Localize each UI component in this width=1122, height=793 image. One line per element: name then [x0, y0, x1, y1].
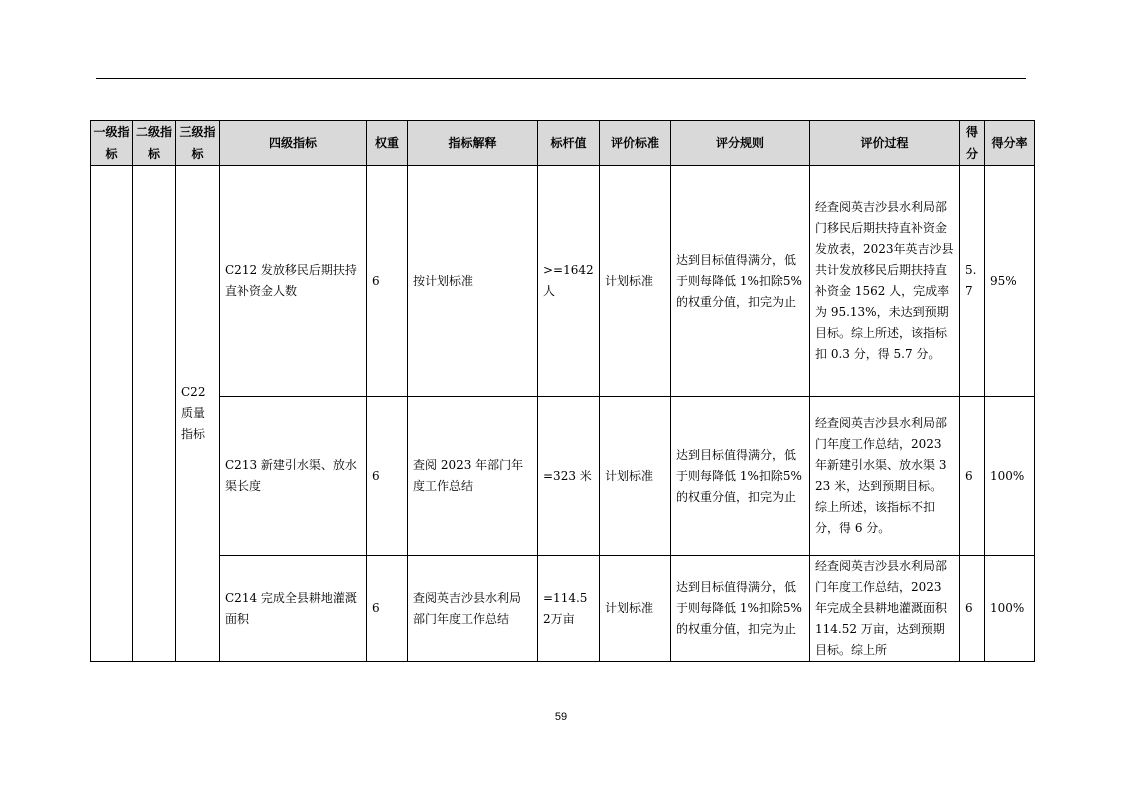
- benchmark-cell: =114.52万亩: [538, 556, 600, 662]
- level3-group-cell: C22质量指标: [176, 166, 220, 662]
- evaluation-table: [90, 120, 1035, 662]
- weight-cell: 6: [367, 397, 408, 556]
- header-rule: [96, 78, 1026, 79]
- rule-cell: 达到目标值得满分，低于则每降低 1%扣除5%的权重分值，扣完为止: [671, 556, 810, 662]
- header-benchmark: 标杆值: [538, 121, 600, 166]
- process-cell: 经查阅英吉沙县水利局部门年度工作总结，2023 年完成全县耕地灌溉面积 114.52 万亩，达到预期目标。综上所: [810, 556, 960, 662]
- benchmark-cell: >=1642人: [538, 166, 600, 397]
- header-rule: 评分规则: [671, 121, 810, 166]
- score-cell: 6: [960, 397, 985, 556]
- rate-cell: 100%: [985, 397, 1035, 556]
- header-level4: 四级指标: [220, 121, 367, 166]
- table-row: [91, 556, 1035, 662]
- process-cell: 经查阅英吉沙县水利局部门年度工作总结，2023 年新建引水渠、放水渠 323 米，达到预期目标。综上所述，该指标不扣分，得 6 分。: [810, 397, 960, 556]
- benchmark-cell: =323 米: [538, 397, 600, 556]
- rule-cell: 达到目标值得满分，低于则每降低 1%扣除5%的权重分值，扣完为止: [671, 397, 810, 556]
- header-explanation: 指标解释: [408, 121, 538, 166]
- indicator-cell: C212 发放移民后期扶持直补资金人数: [220, 166, 367, 397]
- rate-cell: 95%: [985, 166, 1035, 397]
- explanation-cell: 查阅英吉沙县水利局部门年度工作总结: [408, 556, 538, 662]
- standard-cell: 计划标准: [600, 397, 671, 556]
- header-score: 得分: [960, 121, 985, 166]
- explanation-cell: 查阅 2023 年部门年度工作总结: [408, 397, 538, 556]
- weight-cell: 6: [367, 556, 408, 662]
- score-cell: 5.7: [960, 166, 985, 397]
- page-number: 59: [554, 711, 568, 723]
- rule-cell: 达到目标值得满分，低于则每降低 1%扣除5%的权重分值，扣完为止: [671, 166, 810, 397]
- header-row: [91, 121, 1035, 166]
- explanation-cell: 按计划标准: [408, 166, 538, 397]
- level1-cell: [91, 166, 133, 662]
- header-standard: 评价标准: [600, 121, 671, 166]
- weight-cell: 6: [367, 166, 408, 397]
- table-row: [91, 166, 1035, 397]
- standard-cell: 计划标准: [600, 556, 671, 662]
- indicator-cell: C213 新建引水渠、放水渠长度: [220, 397, 367, 556]
- header-process: 评价过程: [810, 121, 960, 166]
- indicator-cell: C214 完成全县耕地灌溉面积: [220, 556, 367, 662]
- standard-cell: 计划标准: [600, 166, 671, 397]
- level2-cell: [133, 166, 176, 662]
- header-level3: 三级指标: [176, 121, 220, 166]
- header-rate: 得分率: [985, 121, 1035, 166]
- header-level1: 一级指标: [91, 121, 133, 166]
- header-weight: 权重: [367, 121, 408, 166]
- header-level2: 二级指标: [133, 121, 176, 166]
- score-cell: 6: [960, 556, 985, 662]
- rate-cell: 100%: [985, 556, 1035, 662]
- table-row: [91, 397, 1035, 556]
- process-cell: 经查阅英吉沙县水利局部门移民后期扶持直补资金发放表，2023年英吉沙县共计发放移民后期扶持直补资金 1562 人，完成率为 95.13%，未达到预期目标。综上所述，该指标扣 0.3 分，得 5.7 分。: [810, 166, 960, 397]
